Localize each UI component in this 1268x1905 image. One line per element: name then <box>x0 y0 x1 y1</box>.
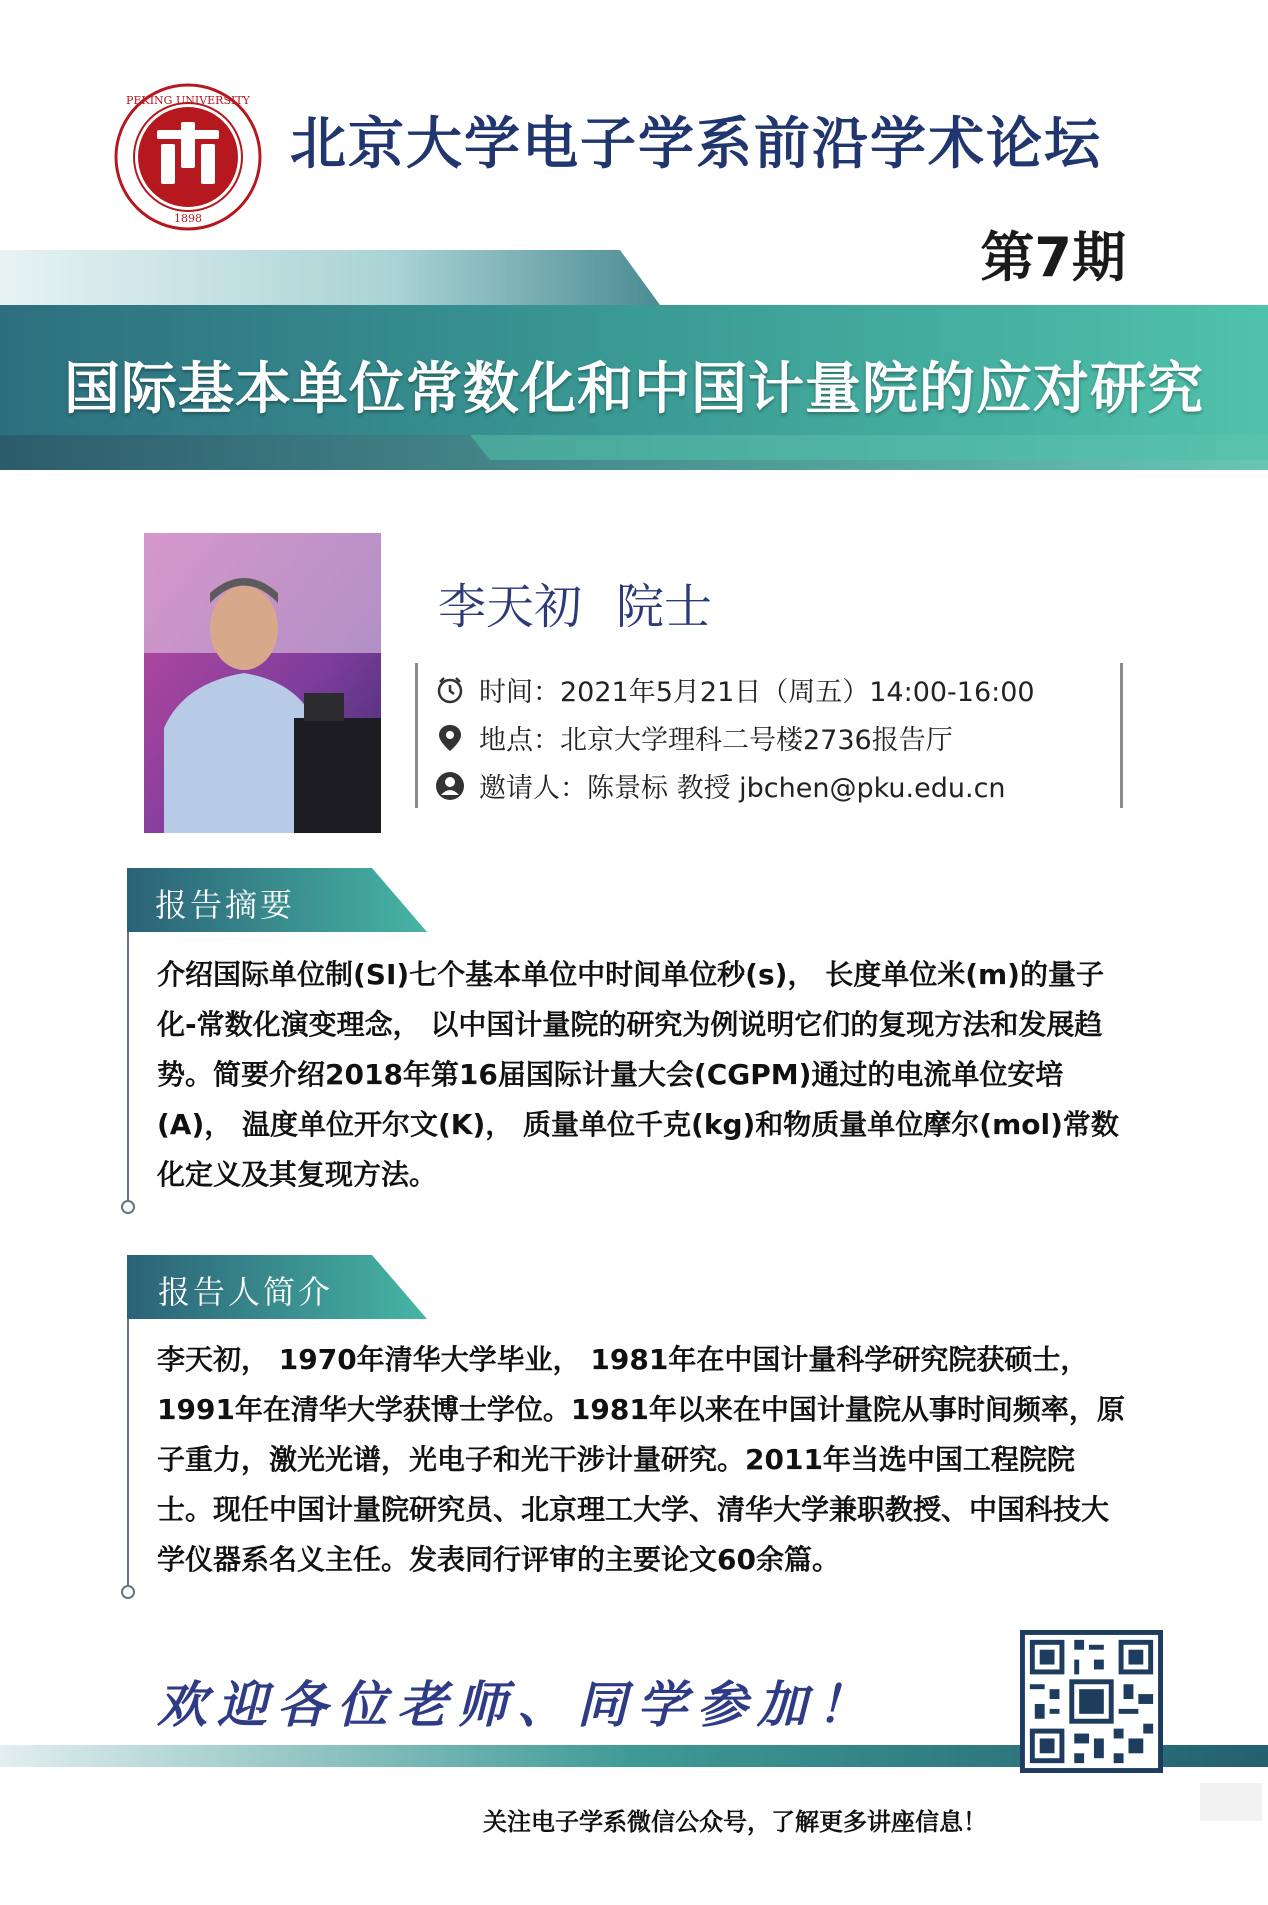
bio-heading: 报告人简介 <box>158 1273 334 1311</box>
speaker-photo <box>144 533 381 833</box>
info-time-row <box>435 670 1035 709</box>
person-icon <box>435 771 465 801</box>
svg-text:1898: 1898 <box>174 212 202 225</box>
speaker-name-line <box>438 568 712 637</box>
bio-text: 李天初， 1970年清华大学毕业， 1981年在中国计量科学研究院获硕士， 1991年在清华大学获博士学位。1981年以来在中国计量院从事时间频率，原子重力，激光光谱，光电子和光干涉计量研究。2011年当选中国工程院院士。现任中国计量院研究员、北京理工大学、清华大学兼职教授、中国科技大学仪器系名义主任。发表同行评审的主要论文60余篇。 <box>157 1343 1125 1576</box>
info-host: 邀请人：陈景标 教授 jbchen@pku.edu.cn <box>479 773 1006 804</box>
speaker-title: 院士 <box>616 579 713 635</box>
location-pin-icon <box>435 723 465 753</box>
corner-decoration <box>1200 1783 1262 1821</box>
info-divider-right <box>1120 663 1123 808</box>
abstract-heading: 报告摘要 <box>155 886 296 924</box>
alarm-clock-icon <box>435 675 465 705</box>
bio-side-dot <box>121 1585 135 1599</box>
qr-code-icon[interactable] <box>1020 1630 1163 1773</box>
info-place-row <box>435 718 953 757</box>
speaker-name: 李天初 <box>438 579 583 635</box>
forum-title: 北京大学电子学系前沿学术论坛 <box>290 112 1102 177</box>
info-divider-left <box>415 663 418 808</box>
abstract-side-line <box>127 932 129 1202</box>
svg-text:PEKING UNIVERSITY: PEKING UNIVERSITY <box>126 94 250 107</box>
abstract-side-dot <box>121 1200 135 1214</box>
info-time: 时间：2021年5月21日（周五）14:00-16:00 <box>479 677 1035 708</box>
bio-side-line <box>127 1319 129 1587</box>
issue-number: 第7期 <box>980 226 1126 289</box>
peking-university-seal-icon <box>113 82 263 232</box>
abstract-text: 介绍国际单位制(SI)七个基本单位中时间单位秒(s)， 长度单位米(m)的量子化-常数化演变理念， 以中国计量院的研究为例说明它们的复现方法和发展趋势。简要介绍2018年第16届国际计量大会(CGPM)通过的电流单位安培(A)， 温度单位开尔文(K)， 质量单位千克(kg)和物质量单位摩尔(mol)常数化定义及其复现方法。 <box>157 958 1119 1191</box>
info-place: 地点：北京大学理科二号楼2736报告厅 <box>479 725 953 756</box>
welcome-message: 欢迎各位老师、同学参加！ <box>157 1675 877 1734</box>
info-host-row <box>435 766 1006 805</box>
talk-title: 国际基本单位常数化和中国计量院的应对研究 <box>64 357 1204 422</box>
follow-notice: 关注电子学系微信公众号，了解更多讲座信息！ <box>483 1808 987 1836</box>
